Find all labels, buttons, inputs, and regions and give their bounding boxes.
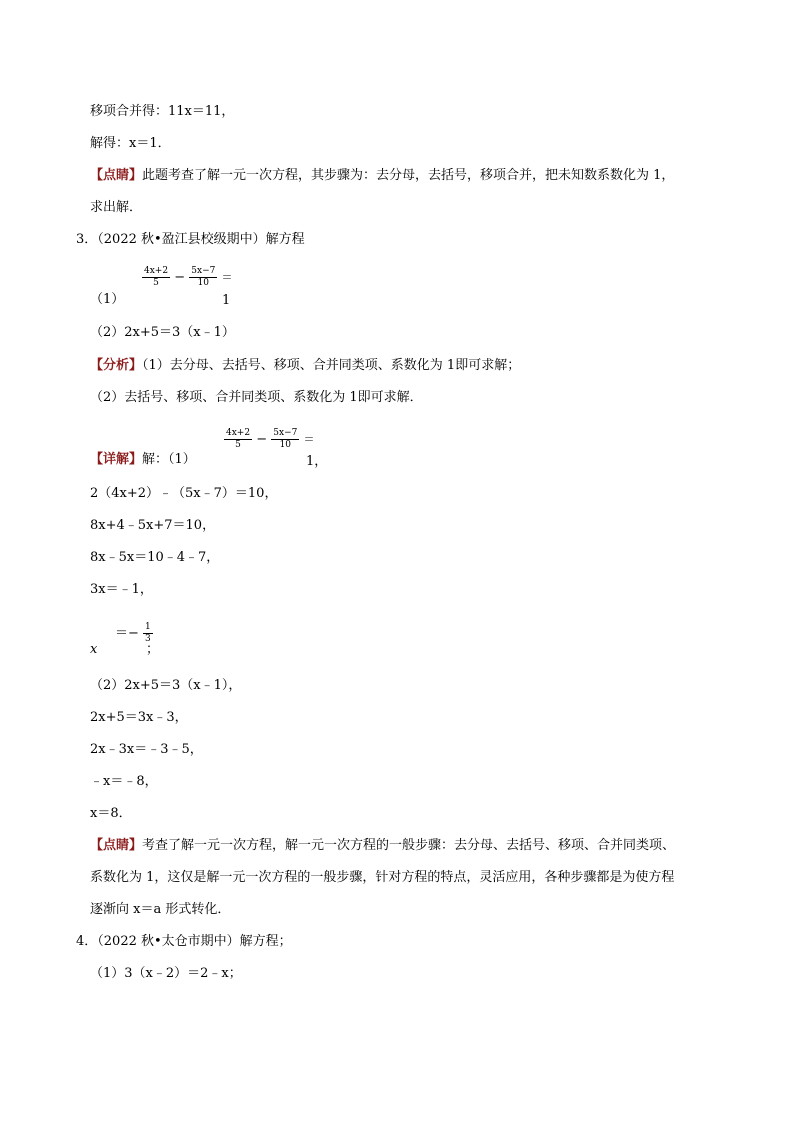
variable-x: x: [90, 642, 98, 657]
text-line: 移项合并得：11x＝11，: [90, 104, 235, 119]
fraction: $\frac{5x-7}{10}$: [191, 266, 216, 288]
text-line: ﹣x＝﹣8，: [90, 774, 158, 789]
text-line: 8x﹣5x＝10﹣4﹣7，: [90, 550, 220, 565]
analysis-text: （1）去分母、去括号、移项、合并同类项、系数化为 1即可求解；: [142, 358, 521, 373]
text-line: 2（4x+2）﹣（5x﹣7）＝10，: [90, 486, 278, 501]
equals-minus: ＝−: [115, 626, 139, 641]
analysis-tag: 【分析】: [90, 358, 143, 373]
text-line: 8x+4﹣5x+7＝10，: [90, 518, 216, 533]
fraction: $\frac{5x-7}{10}$: [273, 428, 298, 450]
text-line: （2）2x+5＝3（x﹣1）: [90, 325, 235, 340]
fraction: $\frac{4x+2}{5}$: [144, 266, 169, 288]
problem-label: （1）: [90, 292, 125, 307]
equals-sign: ＝: [221, 271, 233, 284]
comment-text: 考查了解一元一次方程，解一元一次方程的一般步骤：去分母、去括号、移项、合并同类项、: [142, 838, 676, 853]
text-line: [90, 357, 520, 375]
minus-sign: −: [174, 270, 186, 285]
equation-rhs: 1: [222, 293, 231, 308]
comment-tag: 【点睛】: [90, 168, 143, 183]
text-line: [90, 451, 196, 469]
comment-tag: 【点睛】: [90, 838, 143, 853]
text-line: 系数化为 1，这仅是解一元一次方程的一般步骤，针对方程的特点，灵活应用，各种步骤都是为使方程: [90, 870, 675, 885]
minus-sign: −: [256, 432, 268, 447]
equals-sign: ＝: [303, 433, 315, 446]
detail-text: 解：（1）: [142, 452, 196, 467]
fraction: $\frac{1}{3}$: [145, 622, 151, 644]
text-line: （2）去括号、移项、合并同类项、系数化为 1即可求解．: [90, 390, 423, 405]
detail-tag: 【详解】: [90, 452, 143, 467]
text-line: [90, 167, 674, 185]
text-line: 解得：x＝1．: [90, 136, 171, 151]
question-heading: 3．（2022 秋•盈江县校级期中）解方程: [76, 232, 305, 247]
text-line: [90, 837, 675, 855]
comment-text: 此题考查了解一元一次方程，其步骤为：去分母，去括号，移项合并，把未知数系数化为 1，: [142, 168, 675, 183]
punctuation: ；: [146, 642, 160, 657]
text-line: x＝8．: [90, 806, 132, 821]
question-heading: 4．（2022 秋•太仓市期中）解方程；: [76, 934, 292, 949]
equation-rhs: 1，: [306, 454, 328, 469]
equation: [224, 428, 314, 452]
equation: [142, 266, 232, 290]
text-line: 2x+5＝3x﹣3，: [90, 710, 188, 725]
fraction: $\frac{4x+2}{5}$: [226, 428, 251, 450]
text-line: 2x﹣3x＝﹣3﹣5，: [90, 742, 203, 757]
text-line: 逐渐向 x＝a 形式转化．: [90, 902, 231, 917]
text-line: 求出解．: [90, 200, 143, 215]
text-line: 3x＝﹣1，: [90, 582, 153, 597]
text-line: （1）3（x﹣2）＝2﹣x；: [90, 966, 242, 981]
text-line: （2）2x+5＝3（x﹣1），: [90, 678, 242, 693]
